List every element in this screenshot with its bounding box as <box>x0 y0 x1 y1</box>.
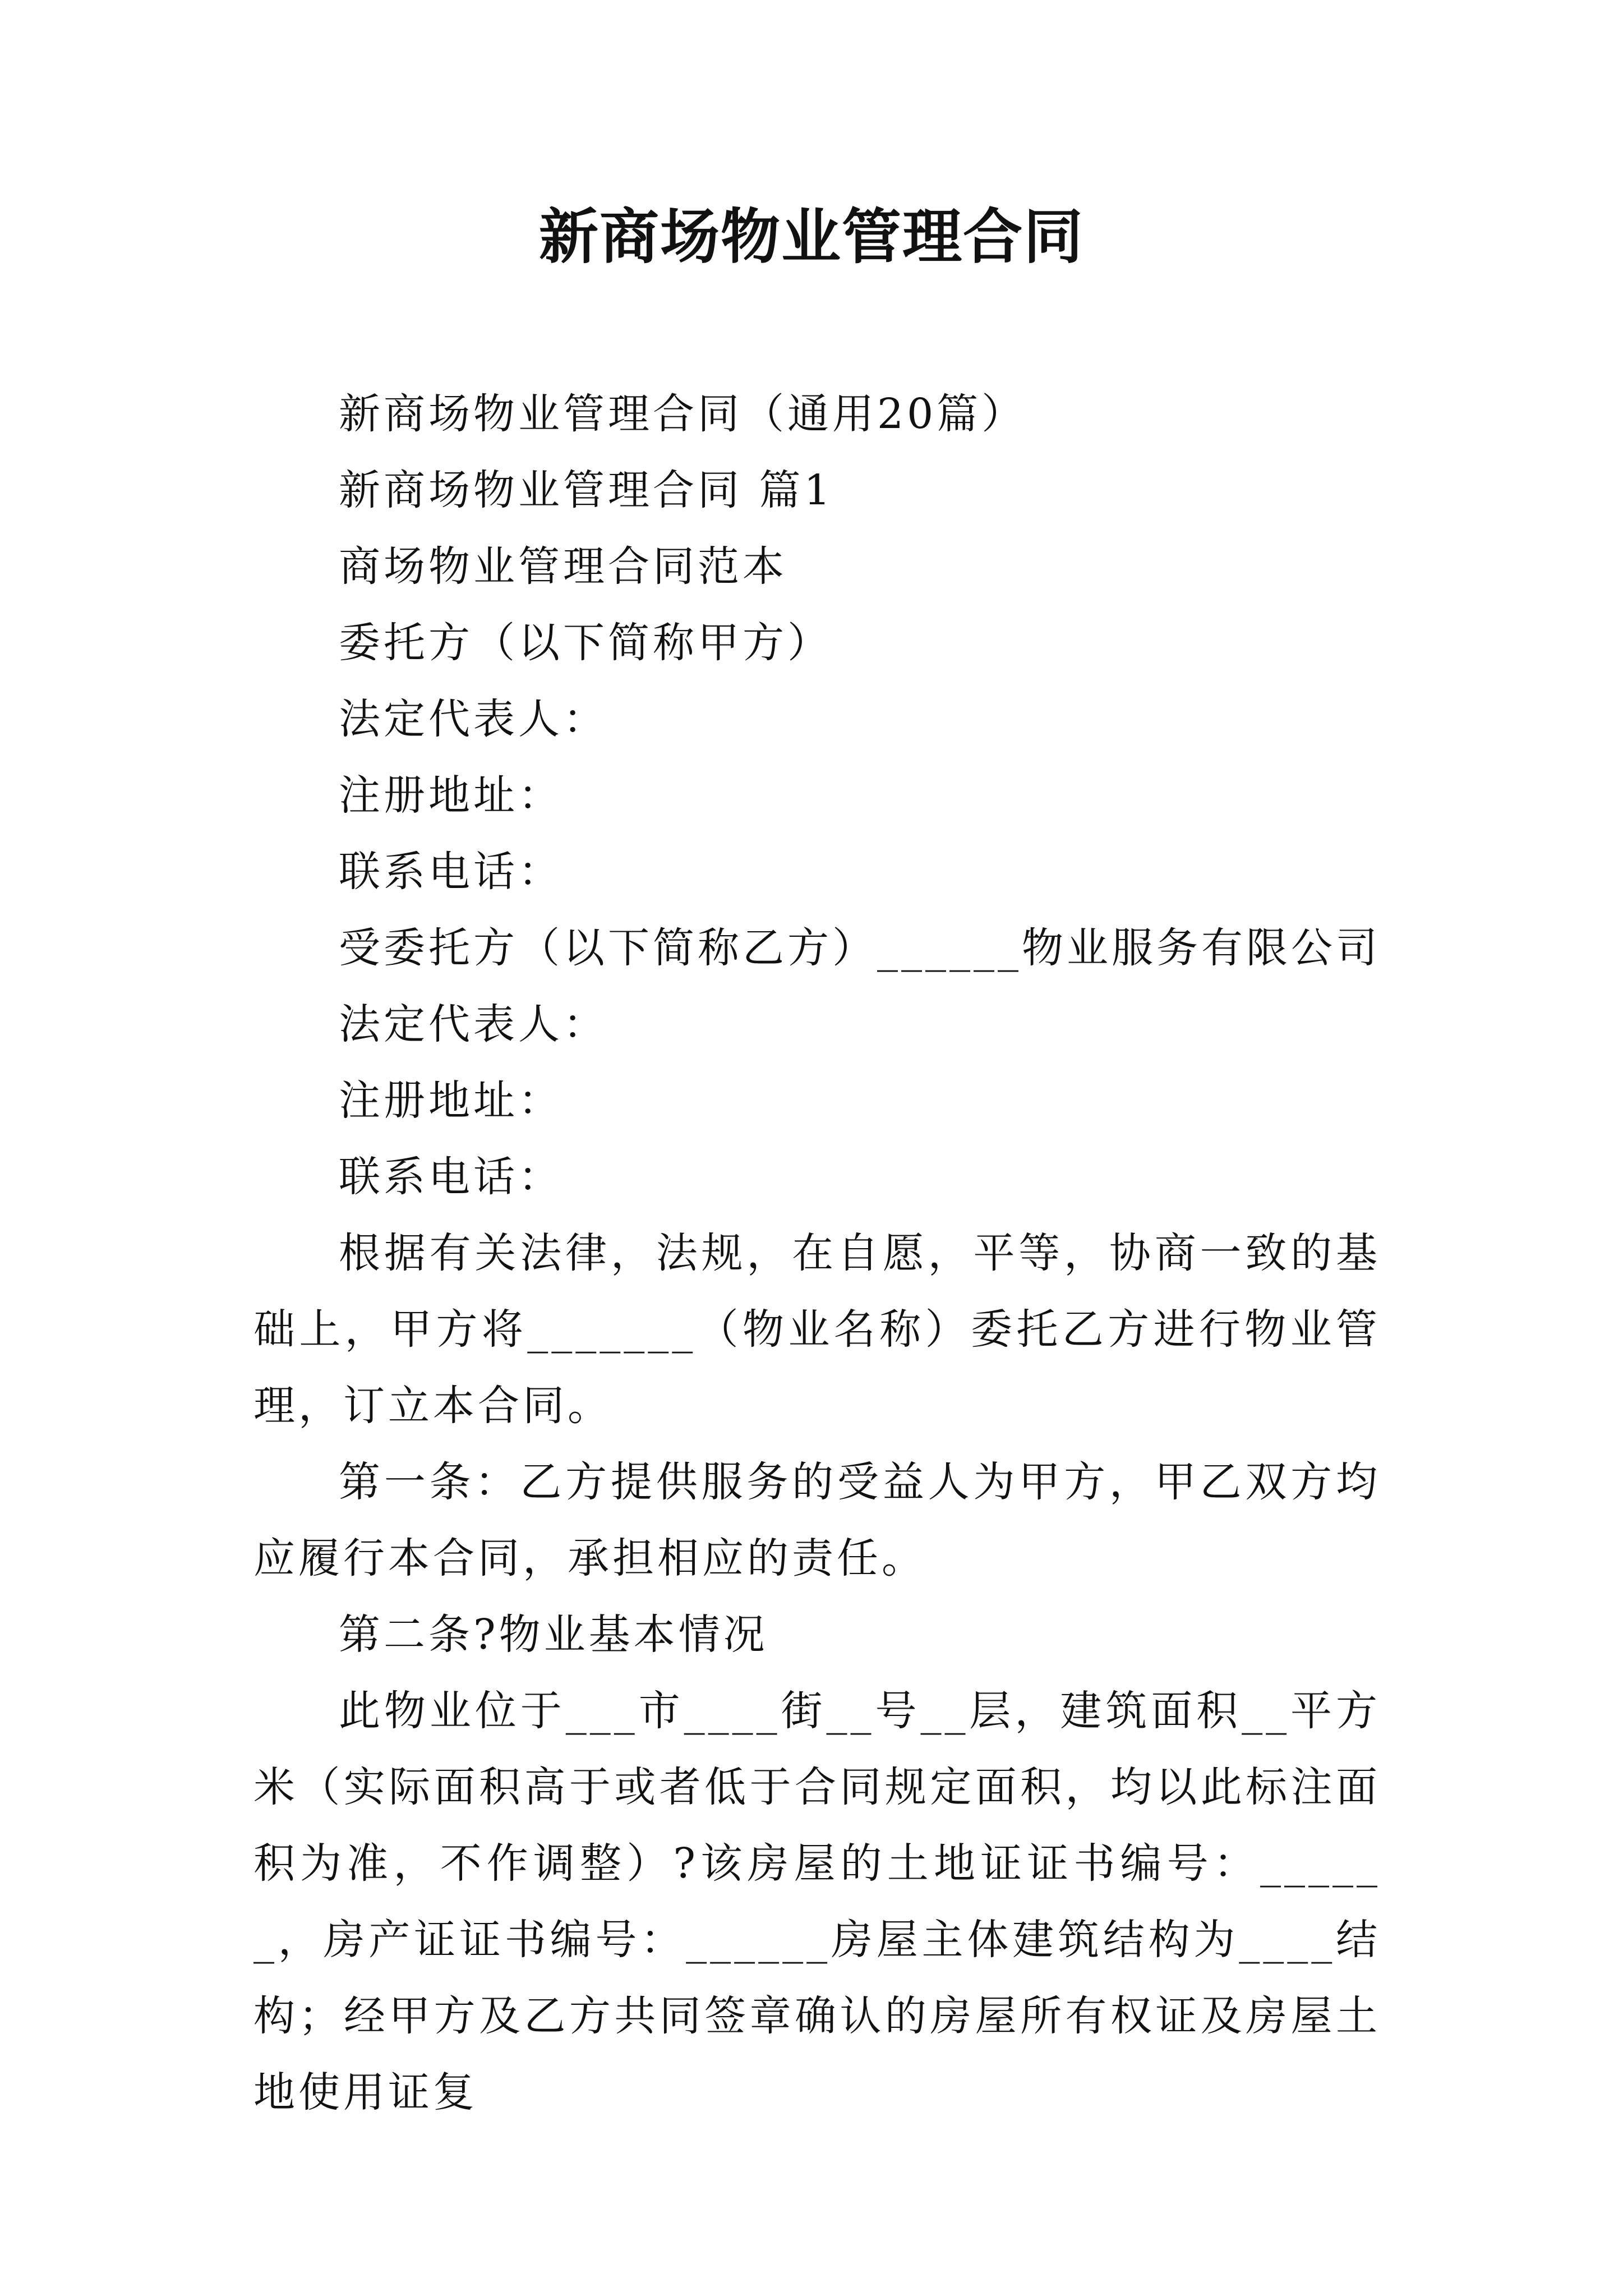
template-heading: 商场物业管理合同范本 <box>339 542 787 591</box>
document-body <box>253 376 1381 2131</box>
property-details-paragraph: 此物业位于___市____街__号__层，建筑面积__平方米（实际面积高于或者低于合同规定面积，均以此标注面积为准，不作调整）?该房屋的土地证证书编号：______，房产证证书编号：______房屋主体建筑结构为____结构；经甲方及乙方共同签章确认的房屋所有权证及房屋土地使用证复 <box>253 1687 1381 2116</box>
subtitle-paragraph: 新商场物业管理合同（通用20篇） <box>339 390 1027 438</box>
article-1-paragraph: 第一条：乙方提供服务的受益人为甲方，甲乙双方均应履行本合同，承担相应的责任。 <box>253 1458 1381 1582</box>
party-b-address: 注册地址： <box>339 1076 563 1125</box>
party-a-legal-rep: 法定代表人： <box>339 695 608 743</box>
article-2-heading: 第二条?物业基本情况 <box>339 1611 768 1659</box>
party-b-legal-rep: 法定代表人： <box>339 1000 608 1048</box>
party-a-phone: 联系电话： <box>339 848 563 896</box>
document-title: 新商场物业管理合同 <box>539 201 1084 272</box>
party-a-label: 委托方（以下简称甲方） <box>339 619 832 667</box>
party-b-phone: 联系电话： <box>339 1153 563 1201</box>
party-b-label: 受委托方（以下简称乙方）______物业服务有限公司 <box>339 924 1381 972</box>
section-heading: 新商场物业管理合同 篇1 <box>339 466 834 514</box>
preamble-paragraph: 根据有关法律，法规，在自愿，平等，协商一致的基础上，甲方将_______（物业名称）委托乙方进行物业管理，订立本合同。 <box>253 1229 1381 1430</box>
party-a-address: 注册地址： <box>339 771 563 820</box>
